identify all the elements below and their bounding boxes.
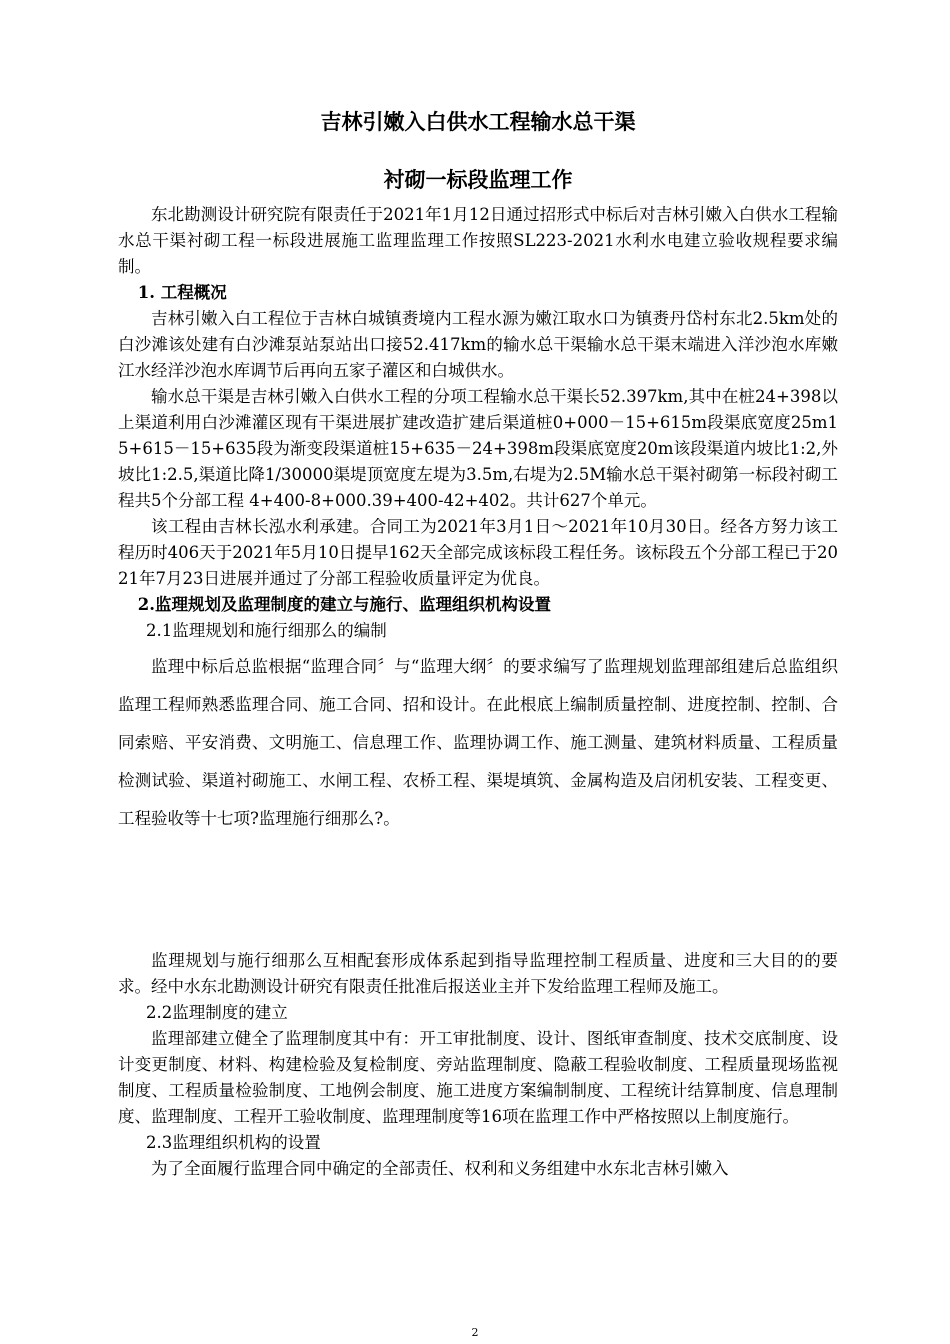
section-heading-2: 2.监理规划及监理制度的建立与施行、监理组织机构设置 (137, 595, 552, 614)
planning-paragraph: 监理中标后总监根据“监理合同〞与“监理大纲〞的要求编写了监理规划监理部组建后总监组织监理工程师熟悉监理合同、施工合同、招和设计。在此根底上编制质量控制、进度控制、控制、合同索赔、平安消费、文明施工、信息理工作、监理协调工作、施工测量、建筑材料质量、工程质量检测试验、渠道衬砌施工、水闸工程、农桥工程、渠堤填筑、金属构造及启闭机安装、工程变更、工程验收等十七项?监理施行细那么?。 (118, 657, 838, 828)
overview-paragraph-2: 输水总干渠是吉林引嫩入白供水工程的分项工程输水总干渠长52.397km,其中在桩24+398以上渠道利用白沙滩灌区现有干渠进展扩建改造扩建后渠道桩0+000－15+615m段渠底宽度25m15+615－15+635段为渐变段渠道桩15+635－24+398m段渠底宽度20m该段渠道内坡比1:2,外坡比1:2.5,渠道比降1/30000渠堤顶宽度左堤为3.5m,右堤为2.5M输水总干渠衬砌第一标段衬砌工程共5个分部工程 4+400-8+000.39+400-42+402。共计627个单元。 (118, 387, 838, 510)
organization-paragraph: 为了全面履行监理合同中确定的全部责任、权利和义务组建中水东北吉林引嫩入 (151, 1159, 729, 1178)
overview-paragraph-3: 该工程由吉林长泓水利承建。合同工为2021年3月1日～2021年10月30日。经各方努力该工程历时406天于2021年5月10日提早162天全部完成该标段工程任务。该标段五个分部工程已于2021年7月23日进展并通过了分部工程验收质量评定为优良。 (118, 517, 838, 588)
subsection-heading-2-3: 2.3监理组织机构的设置 (146, 1133, 321, 1152)
planning-system-paragraph: 监理规划与施行细那么互相配套形成体系起到指导监理控制工程质量、进度和三大目的的要求。经中水东北勘测设计研究有限责任批准后报送业主并下发给监理工程师及施工。 (118, 951, 838, 996)
subsection-heading-2-2: 2.2监理制度的建立 (146, 1003, 288, 1022)
intro-paragraph: 东北勘测设计研究院有限责任于2021年1月12日通过招形式中标后对吉林引嫩入白供水工程输水总干渠衬砌工程一标段进展施工监理监理工作按照SL223-2021水利水电建立验收规程要求编制。 (118, 205, 838, 276)
document-page (118, 96, 838, 1182)
wide-spacing-block (118, 648, 838, 838)
section-heading-1: 1. 工程概况 (137, 283, 227, 302)
title-line-2: 衬砌一标段监理工作 (383, 168, 573, 192)
system-paragraph: 监理部建立健全了监理制度其中有：开工审批制度、设计、图纸审查制度、技术交底制度、设计变更制度、材料、构建检验及复检制度、旁站监理制度、隐蔽工程验收制度、工程质量现场监视制度、工程质量检验制度、工地例会制度、施工进度方案编制制度、工程统计结算制度、信息理制度、监理制度、工程开工验收制度、监理理制度等16项在监理工作中严格按照以上制度施行。 (118, 1029, 838, 1126)
title-line-1: 吉林引嫩入白供水工程输水总干渠 (320, 110, 636, 134)
overview-paragraph-1: 吉林引嫩入白工程位于吉林白城镇赉境内工程水源为嫩江取水口为镇赉丹岱村东北2.5km处的白沙滩该处建有白沙滩泵站泵站出口接52.417km的输水总干渠输水总干渠末端进入洋沙泡水库嫩江水经洋沙泡水库调节后再向五家子灌区和白城供水。 (118, 309, 838, 380)
subsection-heading-2-1: 2.1监理规划和施行细那么的编制 (146, 621, 387, 640)
page-number: 2 (471, 1326, 479, 1339)
